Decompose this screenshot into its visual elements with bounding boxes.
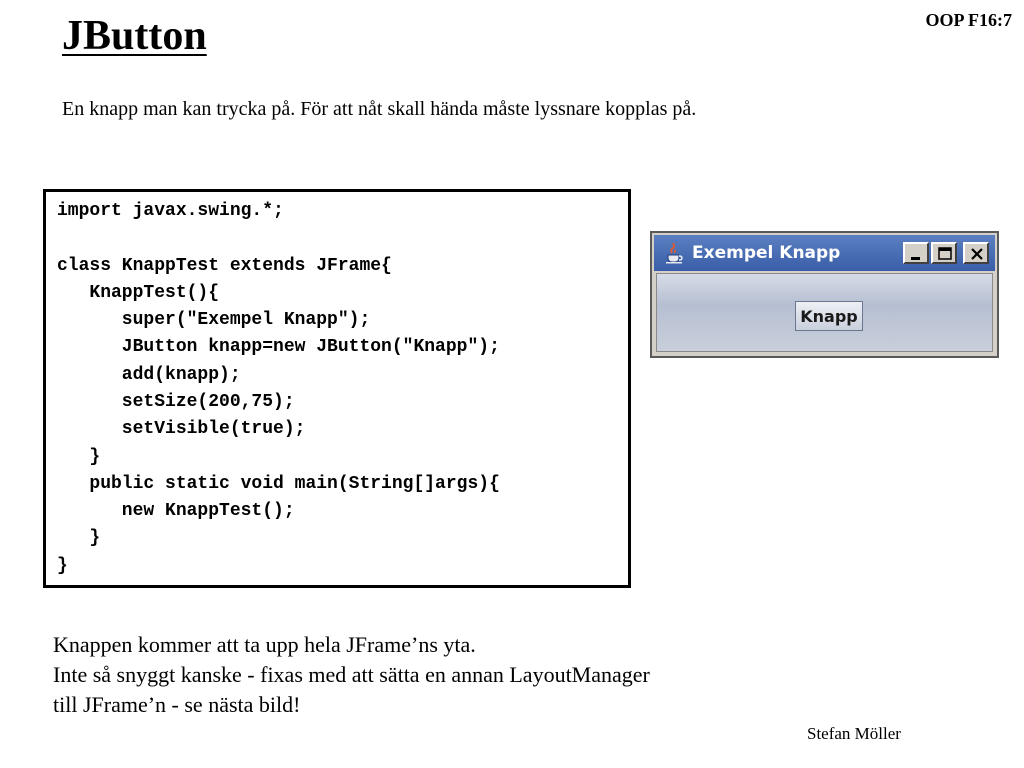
slide-subtitle: En knapp man kan trycka på. För att nåt skall hända måste lyssnare kopplas på.	[62, 98, 697, 120]
code-line: class KnappTest extends JFrame{	[57, 256, 392, 276]
explanation-line: till JFrame’n - se nästa bild!	[53, 692, 301, 717]
code-line: import javax.swing.*;	[57, 201, 284, 221]
code-line: KnappTest(){	[57, 283, 220, 303]
slide-number: OOP F16:7	[925, 10, 1012, 30]
slide-title: JButton	[62, 13, 207, 59]
code-line: public static void main(String[]args){	[57, 474, 500, 494]
explanation-line: Knappen kommer att ta upp hela JFrame’ns yta.	[53, 632, 476, 657]
code-line: JButton knapp=new JButton("Knapp");	[57, 337, 500, 357]
code-line: }	[57, 528, 101, 548]
code-line: add(knapp);	[57, 365, 241, 385]
code-line: super("Exempel Knapp");	[57, 310, 371, 330]
code-line: new KnappTest();	[57, 501, 295, 521]
author-name: Stefan Möller	[807, 724, 901, 743]
window-titlebar[interactable]	[654, 235, 995, 271]
close-icon	[968, 246, 986, 262]
explanation-text	[53, 630, 813, 720]
close-button[interactable]	[963, 242, 989, 264]
knapp-button[interactable]: Knapp	[795, 301, 863, 331]
code-line: }	[57, 447, 101, 467]
example-window	[650, 231, 999, 358]
code-listing	[43, 189, 631, 588]
code-line: setVisible(true);	[57, 419, 306, 439]
java-cup-icon	[662, 241, 686, 265]
code-line: }	[57, 556, 68, 576]
minimize-button[interactable]	[903, 242, 929, 264]
minimize-icon	[908, 246, 926, 262]
window-content-pane	[656, 273, 993, 352]
explanation-line: Inte så snyggt kanske - fixas med att sätta en annan LayoutManager	[53, 662, 650, 687]
window-title: Exempel Knapp	[692, 243, 841, 263]
maximize-button[interactable]	[931, 242, 957, 264]
maximize-icon	[936, 246, 954, 262]
code-line: setSize(200,75);	[57, 392, 295, 412]
